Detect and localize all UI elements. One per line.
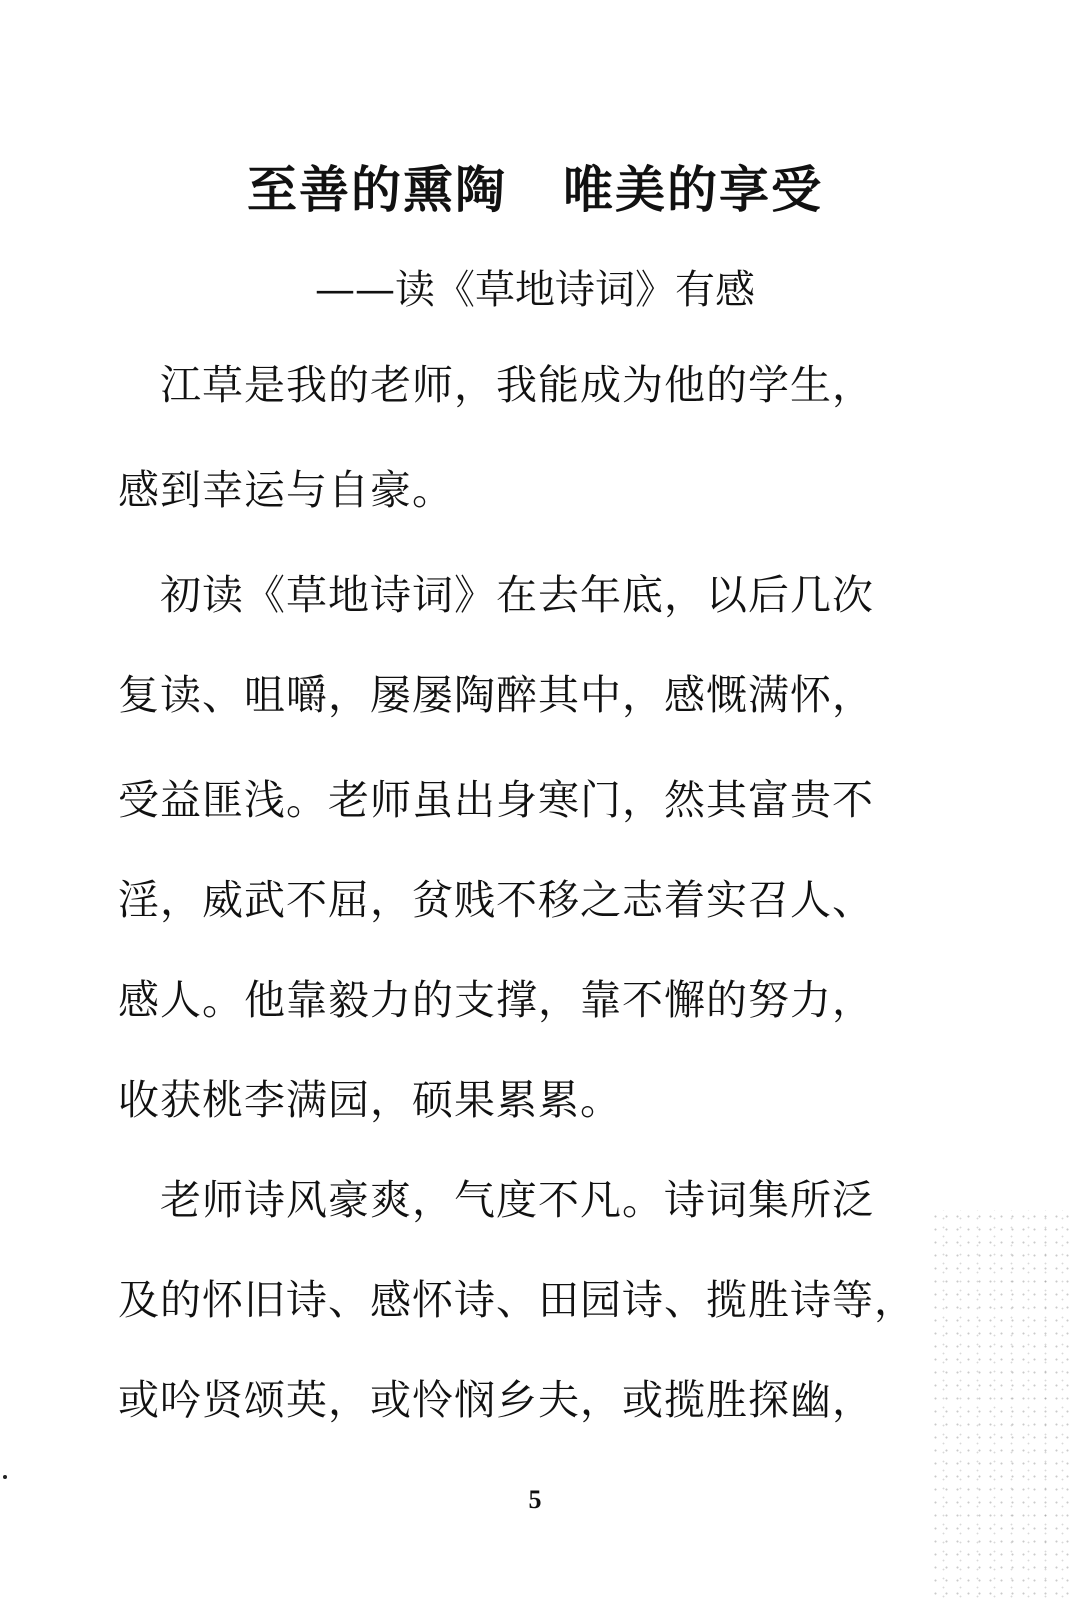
body-line: 受益匪浅。老师虽出身寒门，然其富贵不 (118, 776, 874, 824)
scan-speck (3, 1475, 7, 1479)
body-line: 及的怀旧诗、感怀诗、田园诗、揽胜诗等， (118, 1276, 916, 1324)
title-part-1: 至善的熏陶 (247, 160, 507, 219)
scan-noise (930, 1210, 1070, 1600)
body-line: 感人。他靠毅力的支撑，靠不懈的努力， (118, 976, 874, 1024)
article-subtitle: ——读《草地诗词》有感 (315, 267, 755, 313)
body-line: 淫，威武不屈，贫贱不移之志着实召人、 (118, 876, 874, 924)
body-line: 老师诗风豪爽，气度不凡。诗词集所泛 (118, 1176, 874, 1224)
body-line: 江草是我的老师，我能成为他的学生， (118, 361, 874, 409)
article-title (0, 155, 1070, 225)
body-line: 收获桃李满园，硕果累累。 (118, 1076, 622, 1124)
title-part-2: 唯美的享受 (563, 160, 823, 219)
page-number: 5 (528, 1485, 542, 1514)
body-line: 感到幸运与自豪。 (118, 466, 454, 514)
body-line: 复读、咀嚼，屡屡陶醉其中，感慨满怀， (118, 671, 874, 719)
body-line: 初读《草地诗词》在去年底，以后几次 (118, 571, 874, 619)
body-line: 或吟贤颂英，或怜悯乡夫，或揽胜探幽， (118, 1376, 874, 1424)
